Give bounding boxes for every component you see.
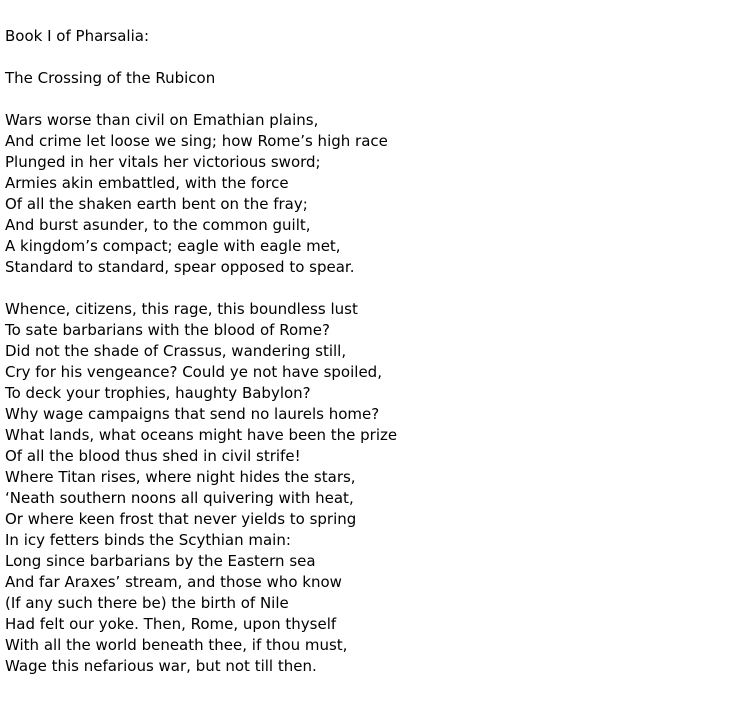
verse-line: Wars worse than civil on Emathian plains, — [5, 111, 319, 129]
verse-line: Long since barbarians by the Eastern sea — [5, 552, 316, 570]
verse-line: Cry for his vengeance? Could ye not have spoiled, — [5, 363, 382, 381]
book-title: Book I of Pharsalia: — [5, 27, 150, 45]
verse-line: To sate barbarians with the blood of Rome? — [5, 321, 330, 339]
verse-line: Plunged in her vitals her victorious sword; — [5, 153, 321, 171]
verse-line: Did not the shade of Crassus, wandering still, — [5, 342, 347, 360]
stanza-1 — [5, 110, 745, 278]
blank-line — [5, 278, 745, 299]
blank-line — [5, 47, 745, 68]
verse-line: Or where keen frost that never yields to spring — [5, 510, 357, 528]
verse-line: In icy fetters binds the Scythian main: — [5, 531, 291, 549]
verse-line: And burst asunder, to the common guilt, — [5, 216, 311, 234]
verse-line: (If any such there be) the birth of Nile — [5, 594, 289, 612]
blank-line — [5, 89, 745, 110]
verse-line: What lands, what oceans might have been the prize — [5, 426, 398, 444]
verse-line: Armies akin embattled, with the force — [5, 174, 289, 192]
poem-subtitle: The Crossing of the Rubicon — [5, 69, 216, 87]
verse-line: Wage this nefarious war, but not till then. — [5, 657, 317, 675]
verse-line: ‘Neath southern noons all quivering with heat, — [5, 489, 354, 507]
verse-line: Why wage campaigns that send no laurels home? — [5, 405, 380, 423]
verse-line: To deck your trophies, haughty Babylon? — [5, 384, 311, 402]
poem-document — [5, 26, 745, 677]
verse-line: A kingdom’s compact; eagle with eagle met, — [5, 237, 341, 255]
verse-line: And far Araxes’ stream, and those who know — [5, 573, 342, 591]
verse-line: Of all the shaken earth bent on the fray; — [5, 195, 308, 213]
stanza-2 — [5, 299, 745, 677]
verse-line: With all the world beneath thee, if thou must, — [5, 636, 348, 654]
verse-line: Had felt our yoke. Then, Rome, upon thyself — [5, 615, 337, 633]
verse-line: Whence, citizens, this rage, this boundless lust — [5, 300, 358, 318]
verse-line: Where Titan rises, where night hides the stars, — [5, 468, 356, 486]
verse-line: Of all the blood thus shed in civil strife! — [5, 447, 301, 465]
verse-line: And crime let loose we sing; how Rome’s high race — [5, 132, 388, 150]
verse-line: Standard to standard, spear opposed to spear. — [5, 258, 355, 276]
